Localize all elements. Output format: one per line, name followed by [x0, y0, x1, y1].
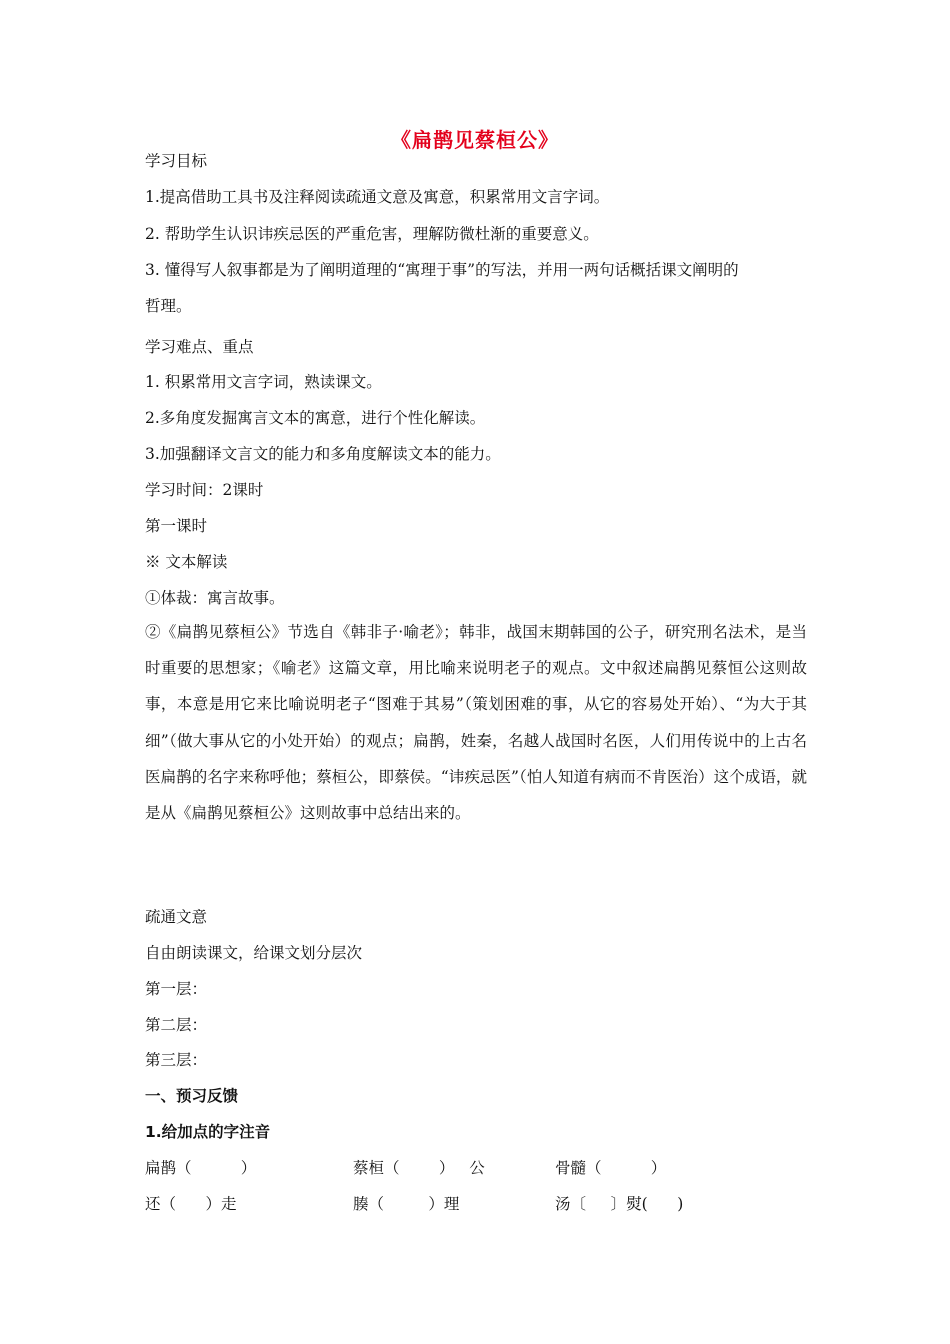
- preview-question-1: 1.给加点的字注音: [145, 1123, 271, 1141]
- difficulty-item-3: 3.加强翻译文言文的能力和多角度解读文本的能力。: [145, 445, 501, 463]
- layer-2-label: 第二层：: [145, 1016, 208, 1034]
- study-time: 学习时间：2课时: [145, 481, 264, 499]
- pinyin-blank-huanzou: 还（ ）走: [145, 1195, 237, 1213]
- preview-heading: 一、预习反馈: [145, 1087, 239, 1105]
- pinyin-blank-gusui: 骨髓（ ）: [555, 1159, 667, 1177]
- pinyin-blank-caihuan: 蔡桓（ ） 公: [353, 1159, 485, 1177]
- comprehension-instruction: 自由朗读课文，给课文划分层次: [145, 944, 363, 962]
- goal-item-2: 2. 帮助学生认识讳疾忌医的严重危害，理解防微杜渐的重要意义。: [145, 225, 599, 243]
- goal-item-1: 1.提高借助工具书及注释阅读疏通文意及寓意，积累常用文言字词。: [145, 188, 610, 206]
- document-title: 《扁鹊见蔡桓公》: [391, 128, 559, 152]
- goal-item-3-continued: 哲理。: [145, 297, 192, 315]
- text-reading-heading: ※ 文本解读: [145, 553, 228, 571]
- pinyin-blank-bianque: 扁鹊（ ）: [145, 1159, 257, 1177]
- pinyin-blank-couli: 腠（ ）理: [353, 1195, 460, 1213]
- difficulties-heading: 学习难点、重点: [145, 338, 254, 356]
- layer-1-label: 第一层：: [145, 980, 208, 998]
- pinyin-blank-tangyun: 汤〔 〕熨( ): [555, 1195, 684, 1213]
- difficulty-item-2: 2.多角度发掘寓言文本的寓意，进行个性化解读。: [145, 409, 486, 427]
- goal-item-3: 3. 懂得写人叙事都是为了阐明道理的“寓理于事”的写法，并用一两句话概括课文阐明的: [145, 261, 739, 279]
- difficulty-item-1: 1. 积累常用文言字词，熟读课文。: [145, 373, 382, 391]
- genre-note: ①体裁：寓言故事。: [145, 589, 285, 607]
- lesson-one-heading: 第一课时: [145, 517, 208, 535]
- layer-3-label: 第三层：: [145, 1051, 208, 1069]
- source-paragraph: ②《扁鹊见蔡桓公》节选自《韩非子·喻老》；韩非，战国末期韩国的公子，研究刑名法术，是当时重要的思想家；《喻老》这篇文章，用比喻来说明老子的观点。文中叙述扁鹊见蔡恒公这则故事，本意是用它来比喻说明老子“图难于其易”（策划困难的事，从它的容易处开始）、“为大于其细”（做大事从它的小处开始）的观点；扁鹊，姓秦，名越人战国时名医，人们用传说中的上古名医扁鹊的名字来称呼他；蔡桓公，即蔡侯。“讳疾忌医”（怕人知道有病而不肯医治）这个成语，就是从《扁鹊见蔡桓公》这则故事中总结出来的。: [145, 623, 807, 823]
- goals-heading: 学习目标: [145, 152, 208, 170]
- comprehension-heading: 疏通文意: [145, 908, 208, 926]
